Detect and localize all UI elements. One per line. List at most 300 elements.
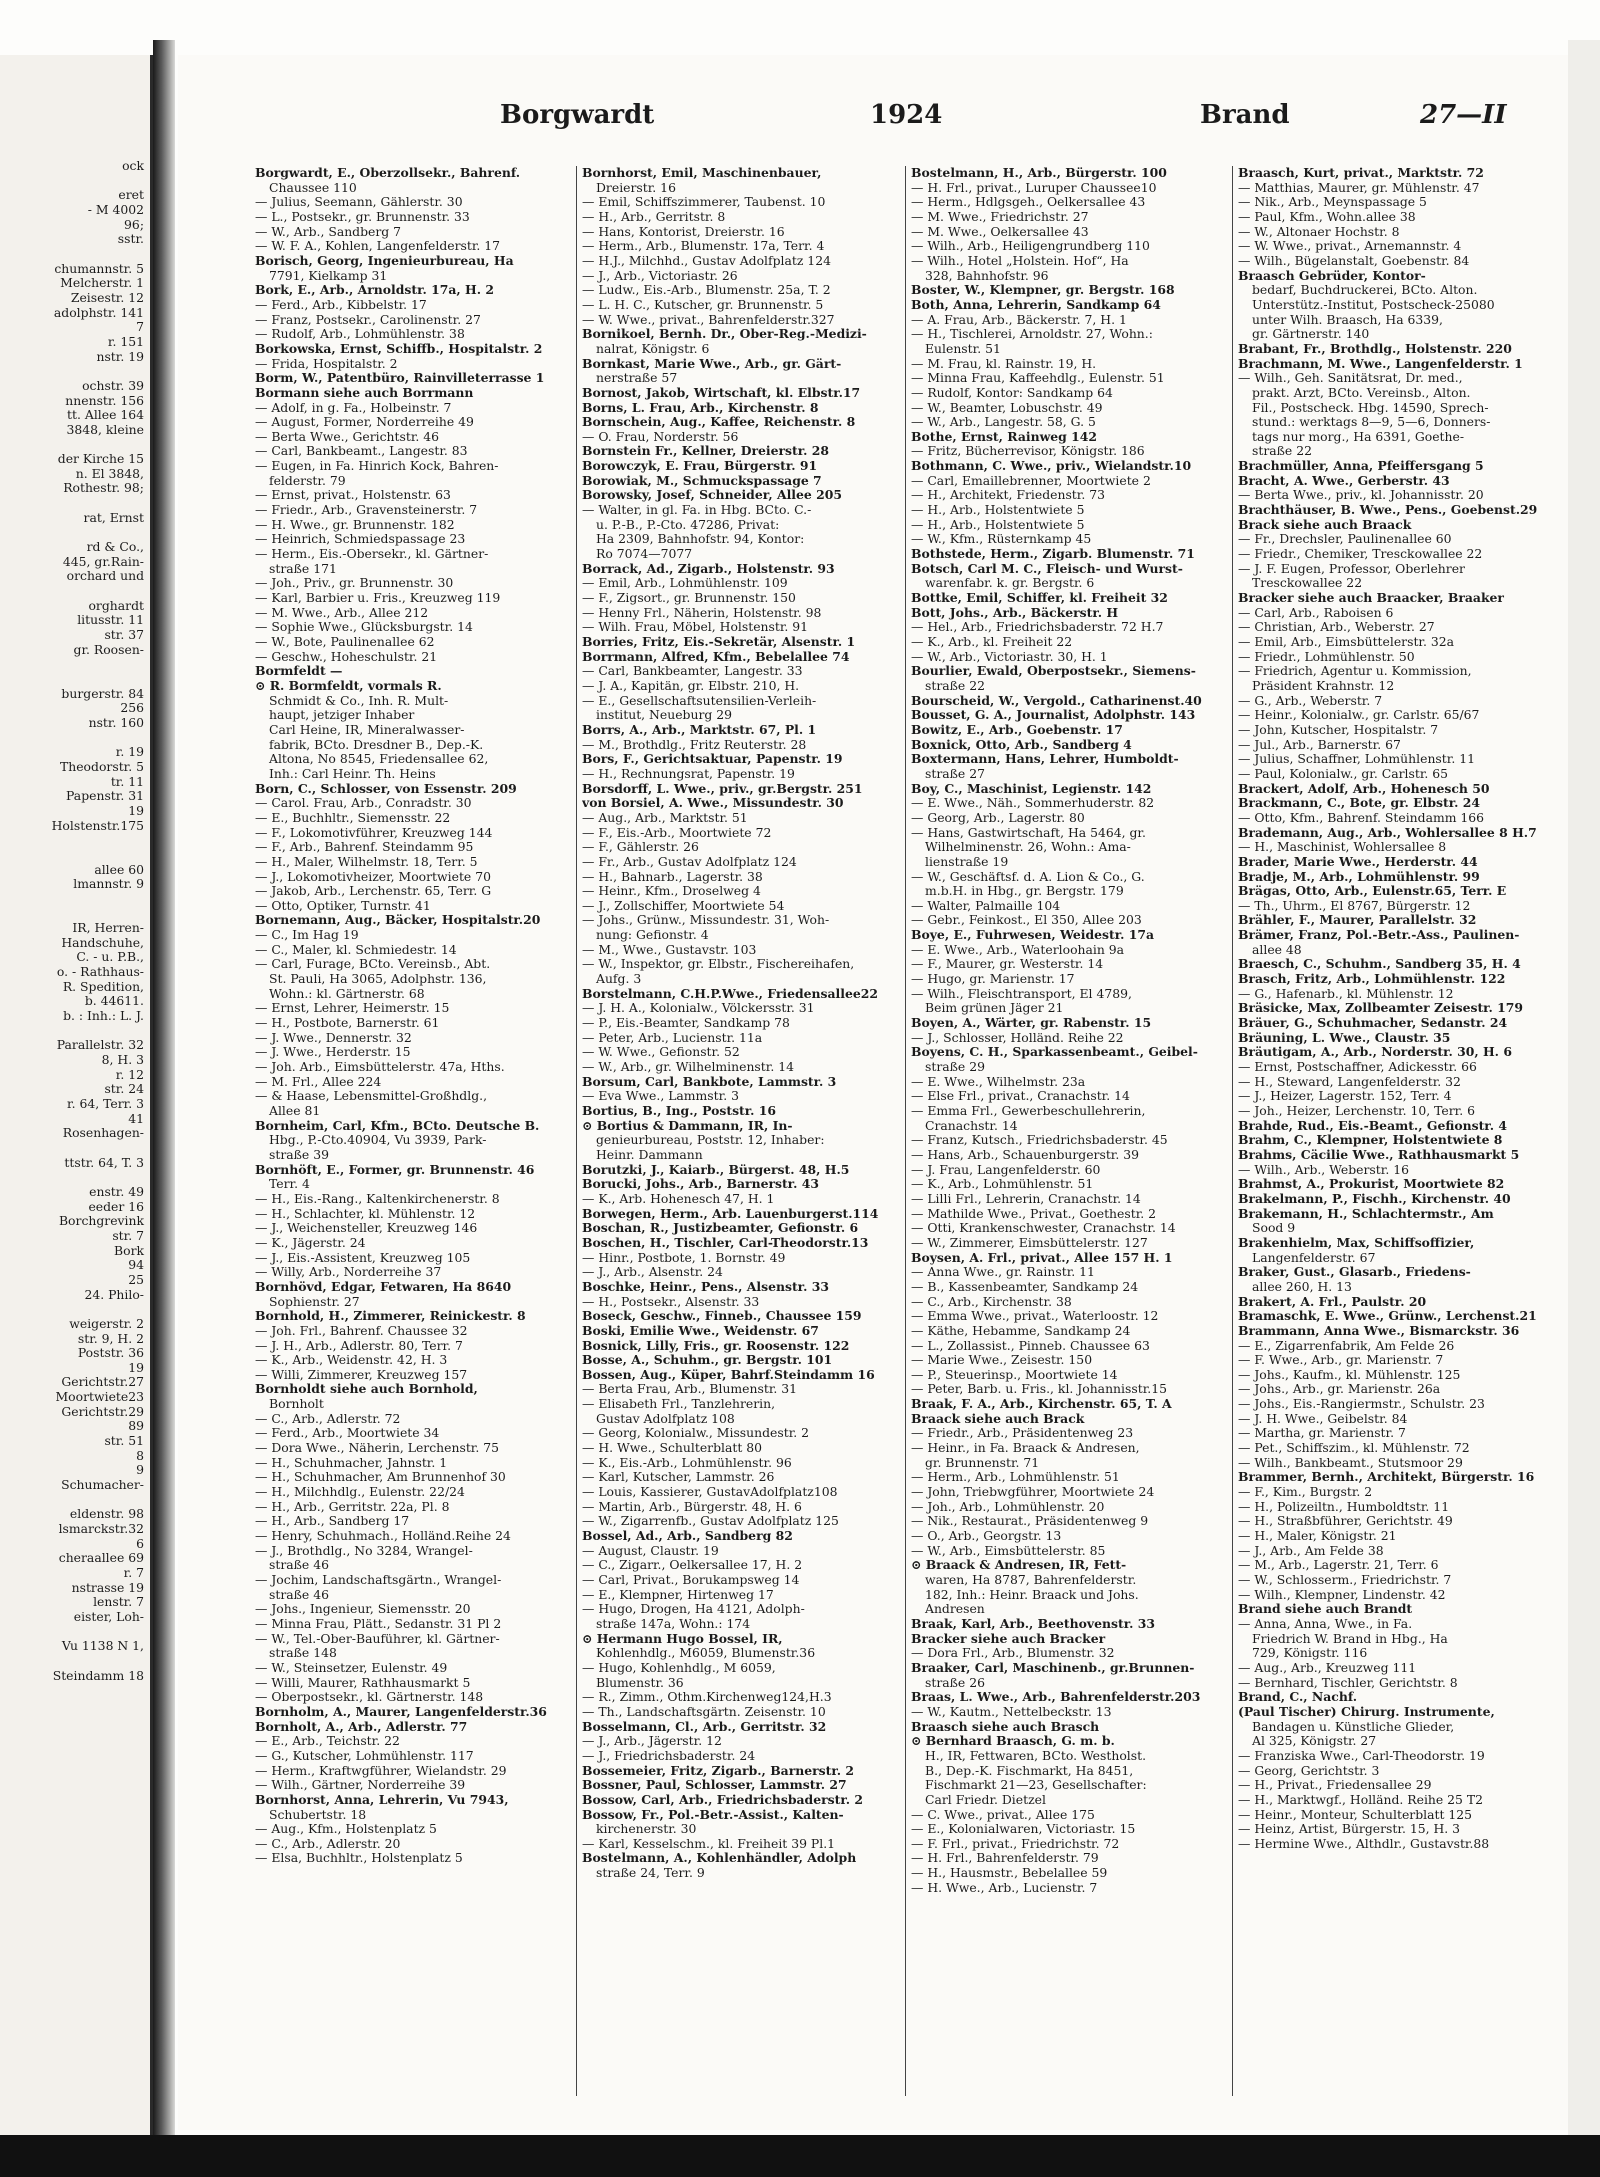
directory-entry: Bosse, A., Schuhm., gr. Bergstr. 101 [582,1352,833,1368]
directory-entry: tags nur morg., Ha 6391, Goethe- [1252,428,1465,444]
directory-entry: Eulenstr. 51 [925,340,1001,356]
strip-line: orchard und [66,568,144,584]
strip-line [52,906,144,921]
directory-entry: Beim grünen Jäger 21 [925,1000,1064,1016]
strip-line [52,892,144,907]
strip-line [52,1493,144,1508]
column-divider [1232,166,1233,2096]
directory-entry: — Wilh., Hotel „Holstein. Hof“, Ha [911,252,1129,268]
page-number: 27—II [1420,100,1507,130]
directory-entry: Bornhorst, Anna, Lehrerin, Vu 7943, [255,1791,509,1807]
directory-entry: Braasch Gebrüder, Kontor- [1238,267,1426,283]
directory-entry: — Heinr., Kolonialw., gr. Carlstr. 65/67 [1238,707,1480,723]
directory-entry: — W. Wwe., Gefionstr. 52 [582,1044,740,1060]
directory-entry: — J., Heizer, Lagerstr. 152, Terr. 4 [1238,1088,1452,1104]
directory-entry: Brakert, A. Frl., Paulstr. 20 [1238,1293,1427,1309]
directory-entry: H., IR, Fettwaren, BCto. Westholst. [925,1747,1147,1763]
directory-entry: Wilhelminenstr. 26, Wohn.: Ama- [925,839,1131,855]
directory-entry: — Martha, gr. Marienstr. 7 [1238,1425,1406,1441]
directory-entry: Präsident Krahnstr. 12 [1252,677,1395,693]
directory-entry: — J., Friedrichsbaderstr. 24 [582,1747,756,1763]
directory-entry: Bossemeier, Fritz, Zigarb., Barnerstr. 2 [582,1762,854,1778]
directory-entry: — Hans, Gastwirtschaft, Ha 5464, gr. [911,824,1146,840]
directory-entry: Bourlier, Ewald, Oberpostsekr., Siemens- [911,663,1196,679]
directory-entry: Boyens, C. H., Sparkassenbeamt., Geibel- [911,1044,1198,1060]
directory-entry: — Elisabeth Frl., Tanzlehrerin, [582,1396,776,1412]
directory-entry: — Aug., Kfm., Holstenplatz 5 [255,1821,437,1837]
directory-entry: Terr. 4 [269,1176,310,1192]
directory-entry: ⊙ R. Bormfeldt, vormals R. [255,677,442,693]
strip-line: burgerstr. 84 [61,685,144,701]
strip-line: Schumacher- [61,1477,144,1493]
directory-entry: 328, Bahnhofstr. 96 [925,267,1049,283]
directory-entry: — H., Hausmstr., Bebelallee 59 [911,1865,1108,1881]
directory-entry: — Frida, Hospitalstr. 2 [255,355,398,371]
strip-line [52,496,144,511]
directory-entry: — P., Steuerinsp., Moortwiete 14 [911,1366,1118,1382]
directory-entry: — Fritz, Bücherrevisor, Königstr. 186 [911,443,1145,459]
directory-entry: Fischmarkt 21—23, Gesellschafter: [925,1777,1147,1793]
directory-entry: — Berta Wwe., priv., kl. Johannisstr. 20 [1238,487,1484,503]
directory-entry: — J., Lokomotivheizer, Moortwiete 70 [255,868,491,884]
directory-entry: — K., Arb., Weidenstr. 42, H. 3 [255,1352,448,1368]
strip-line: nstr. 160 [88,714,144,730]
directory-entry: Bradje, M., Arb., Lohmühlenstr. 99 [1238,868,1480,884]
directory-entry: — Joh., Arb., Lohmühlenstr. 20 [911,1498,1105,1514]
directory-entry: — H., Schuhmacher, Am Brunnenhof 30 [255,1469,506,1485]
strip-line: orghardt [88,597,144,613]
directory-entry: Brähler, F., Maurer, Parallelstr. 32 [1238,912,1477,928]
directory-entry: straße 46 [269,1586,329,1602]
directory-entry: — Wilh. Frau, Möbel, Holstenstr. 91 [582,619,809,635]
directory-entry: Braak, F. A., Arb., Kirchenstr. 65, T. A [911,1396,1172,1412]
directory-entry: — O. Frau, Norderstr. 56 [582,428,739,444]
directory-entry: — Karl, Kesselschm., kl. Freiheit 39 Pl.1 [582,1835,836,1851]
directory-entry: — Jochim, Landschaftsgärtn., Wrangel- [255,1572,502,1587]
directory-entry: — Paul, Kolonialw., gr. Carlstr. 65 [1238,765,1449,781]
strip-line: r. 19 [115,744,144,760]
directory-entry: — Georg, Kolonialw., Missundestr. 2 [582,1425,810,1441]
directory-entry: Borsum, Carl, Bankbote, Lammstr. 3 [582,1073,837,1089]
directory-entry: — H., Arb., Gerritstr. 8 [582,208,726,224]
directory-entry: straße 171 [269,560,337,576]
directory-entry: — H., Bahnarb., Lagerstr. 38 [582,868,763,884]
directory-entry: — H., Milchhdlg., Eulenstr. 22/24 [255,1484,465,1500]
directory-entry: — G., Arb., Weberstr. 7 [1238,692,1383,708]
strip-line: eldenstr. 98 [69,1506,144,1522]
directory-entry: kirchenerstr. 30 [596,1821,697,1837]
directory-entry: Bräuning, L. Wwe., Claustr. 35 [1238,1029,1451,1045]
directory-entry: — M. Frau, kl. Rainstr. 19, H. [911,355,1097,371]
directory-entry: — Minna Frau, Plätt., Sedanstr. 31 Pl 2 [255,1615,502,1631]
directory-entry: Braack siehe auch Brack [911,1410,1085,1426]
strip-line: 25 [128,1271,144,1287]
strip-line: 24. Philo- [84,1286,144,1302]
strip-line: 256 [120,700,144,716]
directory-entry: — Dora Wwe., Näherin, Lerchenstr. 75 [255,1440,500,1456]
directory-entry: — Emma Wwe., privat., Waterloostr. 12 [911,1308,1159,1324]
directory-entry: — Friedr., Arb., Präsidentenweg 23 [911,1425,1134,1441]
directory-entry: Bostelmann, A., Kohlenhändler, Adolph [582,1850,857,1866]
strip-line: ock [122,158,144,173]
strip-line: Vu 1138 N 1, [61,1638,144,1654]
strip-line [52,364,144,379]
directory-entry: Brahm, C., Klempner, Holstentwiete 8 [1238,1132,1503,1148]
strip-line: Holstenstr.175 [51,817,144,833]
directory-entry: — R., Zimm., Othm.Kirchenweg124,H.3 [582,1689,832,1705]
directory-entry: Bornholdt siehe auch Bornhold, [255,1381,478,1397]
directory-entry: Altona, No 8545, Friedensallee 62, [269,751,489,767]
directory-entry: Braak, Karl, Arb., Beethovenstr. 33 [911,1615,1155,1631]
directory-entry: — Rudolf, Arb., Lohmühlenstr. 38 [255,326,465,342]
directory-entry: — Mathilde Wwe., Privat., Goethestr. 2 [911,1205,1157,1221]
directory-entry: — L. H. C., Kutscher, gr. Brunnenstr. 5 [582,296,824,312]
directory-entry: — August, Former, Norderreihe 49 [255,414,474,430]
directory-entry: — Anna, Anna, Wwe., in Fa. [1238,1615,1413,1631]
directory-entry: — Anna Wwe., gr. Rainstr. 11 [911,1264,1095,1280]
directory-entry: — Heinz, Artist, Bürgerstr. 15, H. 3 [1238,1821,1461,1837]
directory-entry: — Wilh., Bügelanstalt, Goebenstr. 84 [1238,252,1470,268]
directory-entry: — Carl, Arb., Raboisen 6 [1238,604,1394,620]
directory-entry: — Herm., Hdlgsgeh., Oelkersallee 43 [911,194,1146,210]
directory-entry: Bandagen u. Künstliche Glieder, [1252,1718,1455,1734]
directory-entry: — Emil, Arb., Lohmühlenstr. 109 [582,575,788,591]
directory-entry: Boye, E., Fuhrwesen, Weidestr. 17a [911,927,1155,943]
directory-entry: straße 22 [1252,443,1312,459]
strip-line: lmannstr. 9 [73,876,144,892]
directory-entry: — Heinr., Monteur, Schulterblatt 125 [1238,1806,1473,1822]
directory-entry: — C. Wwe., privat., Allee 175 [911,1806,1095,1822]
directory-entry: Boseck, Geschw., Finneb., Chaussee 159 [582,1308,862,1324]
directory-entry: Both, Anna, Lehrerin, Sandkamp 64 [911,296,1161,312]
strip-line: IR, Herren- [72,920,144,936]
directory-entry: — Martin, Arb., Bürgerstr. 48, H. 6 [582,1498,802,1514]
directory-entry: Ha 2309, Bahnhofstr. 94, Kontor: [596,531,805,547]
directory-entry: Boschke, Heinr., Pens., Alsenstr. 33 [582,1278,829,1294]
directory-entry: — Dora Frl., Arb., Blumenstr. 32 [911,1645,1115,1661]
strip-line: 89 [128,1418,144,1434]
directory-entry: — M., Brothdlg., Fritz Reuterstr. 28 [582,736,807,752]
directory-entry: — E. Wwe., Arb., Waterloohain 9a [911,941,1125,957]
directory-entry: — Marie Wwe., Zeisestr. 150 [911,1352,1093,1368]
directory-entry: u. P.-B., P.-Cto. 47286, Privat: [596,516,780,532]
directory-entry: — H., Arb., Gerritstr. 22a, Pl. 8 [255,1498,450,1514]
directory-entry: Bork, E., Arb., Arnoldstr. 17a, H. 2 [255,282,494,298]
directory-entry: — W., Geschäftsf. d. A. Lion & Co., G. [911,868,1145,884]
directory-entry: — H., Tischlerei, Arnoldstr. 27, Wohn.: [911,326,1153,342]
directory-entry: — Ernst, privat., Holstenstr. 63 [255,487,451,503]
directory-entry: — Emil, Arb., Eimsbüttelerstr. 32a [1238,634,1455,649]
directory-entry: — B., Kassenbeamter, Sandkamp 24 [911,1278,1139,1294]
directory-entry: Bormfeldt — [255,663,343,679]
directory-entry: — H. Frl., Bahrenfelderstr. 79 [911,1850,1099,1866]
strip-line: r. 64, Terr. 3 [67,1096,144,1111]
directory-entry: von Borsiel, A. Wwe., Missundestr. 30 [582,795,844,811]
directory-entry: — E., Kolonialwaren, Victoriastr. 15 [911,1821,1136,1837]
directory-entry: — L., Zollassist., Pinneb. Chaussee 63 [911,1337,1150,1353]
directory-entry: — Ernst, Postschaffner, Adickesstr. 66 [1238,1059,1477,1075]
directory-entry: — Adolf, in g. Fa., Holbeinstr. 7 [255,399,452,415]
directory-entry: — J., Weichensteller, Kreuzweg 146 [255,1220,478,1236]
directory-entry: Blumenstr. 36 [596,1674,684,1690]
directory-entry: — H., Eis.-Rang., Kaltenkirchenerstr. 8 [255,1190,500,1206]
strip-line: Gerichtstr.27 [61,1374,144,1390]
directory-entry: Bossow, Fr., Pol.-Betr.-Assist., Kalten- [582,1806,844,1822]
directory-entry: Cranachstr. 14 [925,1117,1018,1133]
directory-entry: — Hinr., Postbote, 1. Bornstr. 49 [582,1249,786,1265]
directory-entry: — Hugo, gr. Marienstr. 17 [911,971,1075,987]
strip-line: str. 51 [104,1433,144,1449]
directory-entry: — Wilh., Fleischtransport, El 4789, [911,985,1132,1001]
directory-entry: Brakelmann, P., Fischh., Kirchenstr. 40 [1238,1190,1511,1206]
directory-entry: — Lilli Frl., Lehrerin, Cranachstr. 14 [911,1190,1141,1206]
strip-line [52,174,144,189]
strip-line: 3848, kleine [66,421,144,437]
directory-entry: Al 325, Königstr. 27 [1252,1733,1377,1749]
strip-line: cheraallee 69 [58,1550,144,1566]
strip-line: str. 9, H. 2 [77,1330,144,1346]
directory-entry: — Th., Landschaftsgärtn. Zeisenstr. 10 [582,1703,826,1719]
directory-entry: Borwegen, Herm., Arb. Lauenburgerst.114 [582,1205,879,1221]
directory-entry: — F., Gählerstr. 26 [582,839,699,855]
directory-entry: straße 24, Terr. 9 [596,1865,705,1881]
directory-entry: — Johs., Eis.-Rangiermstr., Schulstr. 23 [1238,1396,1485,1412]
directory-entry: — J., Arb., Jägerstr. 12 [582,1733,722,1749]
directory-entry: Brasch, Fritz, Arb., Lohmühlenstr. 122 [1238,971,1506,987]
directory-entry: Dreierstr. 16 [596,179,676,195]
directory-entry: Botsch, Carl M. C., Fleisch- und Wurst- [911,560,1183,576]
directory-entry: Carl Heine, IR, Mineralwasser- [269,721,465,737]
directory-entry: — W., Bote, Paulinenallee 62 [255,634,435,649]
strip-line: r. 7 [123,1565,144,1580]
directory-entry: — Wilh., Geh. Sanitätsrat, Dr. med., [1238,370,1463,386]
directory-entry: — Jakob, Arb., Lerchenstr. 65, Terr. G [255,883,492,899]
directory-entry: — H., Arb., Holstentwiete 5 [911,516,1085,532]
directory-entry: — J. Wwe., Dennerstr. 32 [255,1029,412,1045]
directory-entry: — E. Wwe., Näh., Sommerhuderstr. 82 [911,795,1155,811]
directory-entry: m.b.H. in Hbg., gr. Bergstr. 179 [925,883,1124,899]
directory-entry: — John, Triebwgführer, Moortwiete 24 [911,1484,1155,1500]
directory-entry: Bortius, B., Ing., Poststr. 16 [582,1103,777,1118]
directory-entry: — Hans, Arb., Schauenburgerstr. 39 [911,1146,1140,1162]
directory-entry: genieurbureau, Poststr. 12, Inhaber: [596,1132,825,1148]
previous-page-fragment [0,55,153,2135]
directory-entry: Inh.: Carl Heinr. Th. Heins [269,765,436,781]
directory-entry: Borrs, A., Arb., Marktstr. 67, Pl. 1 [582,721,817,737]
column-3 [911,166,1229,1895]
directory-entry: — Emma Frl., Gewerbeschullehrerin, [911,1103,1146,1118]
directory-entry: — Karl, Barbier u. Fris., Kreuzweg 119 [255,590,501,606]
directory-entry: ⊙ Bernhard Braasch, G. m. b. [911,1733,1115,1749]
directory-entry: Bornkast, Marie Wwe., Arb., gr. Gärt- [582,355,842,371]
directory-entry: — Carl, Emaillebrenner, Moortwiete 2 [911,472,1151,488]
directory-entry: waren, Ha 8787, Bahrenfelderstr. [925,1572,1137,1587]
directory-entry: Boschen, H., Tischler, Carl-Theodorstr.13 [582,1234,869,1250]
directory-entry: — F., Kim., Burgstr. 2 [1238,1484,1373,1500]
directory-entry: — W., Inspektor, gr. Elbstr., Fischereihafen, [582,956,855,972]
directory-entry: Bourscheid, W., Vergold., Catharinenst.40 [911,692,1202,708]
strip-line: chumannstr. 5 [54,260,144,276]
directory-entry: Bornstein Fr., Kellner, Dreierstr. 28 [582,443,829,459]
directory-entry: Borowczyk, E. Frau, Bürgerstr. 91 [582,458,818,474]
directory-entry: Bossow, Carl, Arb., Friedrichsbaderstr. 2 [582,1791,863,1807]
strip-line: 7 [136,319,144,335]
directory-entry: — Elsa, Buchhltr., Holstenplatz 5 [255,1850,463,1866]
directory-entry: — W., Tel.-Ober-Bauführer, kl. Gärtner- [255,1630,500,1646]
directory-entry: allee 260, H. 13 [1252,1278,1352,1294]
strip-line [52,1024,144,1039]
strip-line: Gerichtstr.29 [61,1403,144,1419]
strip-line: r. 151 [107,333,144,349]
directory-entry: — Friedr., Lohmühlenstr. 50 [1238,648,1415,664]
directory-entry: — W., Beamter, Lobuschstr. 49 [911,399,1103,415]
directory-entry: — W., Arb., Victoriastr. 30, H. 1 [911,648,1108,664]
directory-entry: felderstr. 79 [269,472,346,488]
directory-entry: Brack siehe auch Braack [1238,516,1412,532]
directory-entry: — Ferd., Arb., Moortwiete 34 [255,1425,440,1441]
directory-entry: Borstelmann, C.H.P.Wwe., Friedensallee22 [582,985,878,1001]
directory-entry: — W., Arb., Langestr. 58, G. 5 [911,414,1096,430]
strip-line: ttstr. 64, T. 3 [64,1154,144,1170]
directory-entry: — C., Maler, kl. Schmiedestr. 14 [255,941,457,957]
directory-entry: — Hugo, Kohlenhdlg., M 6059, [582,1659,776,1675]
directory-entry: Boy, C., Maschinist, Legienstr. 142 [911,780,1152,796]
strip-line [52,1625,144,1640]
directory-entry: Bornholt [269,1396,324,1412]
directory-entry: — Paul, Kfm., Wohn.allee 38 [1238,208,1416,224]
directory-entry: — J., Arb., Victoriastr. 26 [582,267,738,283]
directory-entry: Borowiak, M., Schmuckspassage 7 [582,472,822,488]
directory-entry: (Paul Tischer) Chirurg. Instrumente, [1238,1703,1495,1719]
directory-entry: Braaker, Carl, Maschinenb., gr.Brunnen- [911,1659,1195,1675]
strip-line: rd & Co., [86,539,144,555]
directory-entry: — Herm., Kraftwgführer, Wielandstr. 29 [255,1762,507,1778]
directory-entry: — E., Arb., Teichstr. 22 [255,1733,400,1749]
directory-entry: — Peter, Arb., Lucienstr. 11a [582,1029,763,1045]
directory-entry: Bornhövd, Edgar, Fetwaren, Ha 8640 [255,1278,512,1294]
strip-line: sstr. [117,231,144,247]
strip-line: 19 [128,1359,144,1375]
directory-entry: — Heinr., Kfm., Droselweg 4 [582,883,761,899]
directory-entry: — M. Wwe., Arb., Allee 212 [255,604,429,620]
directory-entry: Brackert, Adolf, Arb., Hohenesch 50 [1238,780,1490,796]
directory-entry: — E., Buchhltr., Siemensstr. 22 [255,809,451,825]
strip-line: Borchgrevink [58,1213,144,1229]
directory-entry: — Carl, Bankbeamt., Langestr. 83 [255,443,468,459]
directory-entry: — J., Zollschiffer, Moortwiete 54 [582,897,785,913]
directory-entry: — Ernst, Lehrer, Heimerstr. 15 [255,1000,450,1016]
directory-entry: — H., Maler, Königstr. 21 [1238,1528,1397,1544]
strip-line: str. 7 [112,1227,144,1243]
directory-entry: — Joh., Priv., gr. Brunnenstr. 30 [255,575,454,591]
directory-entry: Borns, L. Frau, Arb., Kirchenstr. 8 [582,399,819,415]
directory-entry: Brahms, Cäcilie Wwe., Rathhausmarkt 5 [1238,1146,1520,1162]
directory-entry: — H., Schuhmacher, Jahnstr. 1 [255,1454,448,1470]
directory-entry: — K., Arb., kl. Freiheit 22 [911,634,1073,649]
strip-line: nstrasse 19 [71,1579,144,1595]
directory-entry: — H., Schlachter, kl. Mühlenstr. 12 [255,1205,476,1221]
directory-entry: Braasch, Kurt, privat., Marktstr. 72 [1238,166,1484,180]
directory-entry: lienstraße 19 [925,853,1009,869]
directory-entry: — H., Maschinist, Wohlersallee 8 [1238,839,1447,855]
directory-entry: Boyen, A., Wärter, gr. Rabenstr. 15 [911,1015,1152,1031]
directory-entry: — K., Arb. Hohenesch 47, H. 1 [582,1190,775,1206]
directory-entry: — Herm., Arb., Blumenstr. 17a, Terr. 4 [582,238,825,254]
directory-entry: Chaussee 110 [269,179,357,195]
directory-entry: — Sophie Wwe., Glücksburgstr. 14 [255,619,473,635]
directory-entry: — Louis, Kassierer, GustavAdolfplatz108 [582,1484,838,1500]
strip-line [52,672,144,687]
strip-line: b. 44611. [84,993,144,1009]
directory-entry: — Carol. Frau, Arb., Conradstr. 30 [255,795,472,811]
directory-entry: B., Dep.-K. Fischmarkt, Ha 8451, [925,1762,1134,1778]
directory-entry: warenfabr. k. gr. Bergstr. 6 [925,575,1095,591]
directory-entry: — H.J., Milchhd., Gustav Adolfplatz 124 [582,252,831,268]
directory-entry: bedarf, Buchdruckerei, BCto. Alton. [1252,282,1478,298]
strip-line [52,848,144,863]
strip-line: adolphstr. 141 [53,304,144,320]
strip-line: tr. 11 [110,773,144,789]
directory-entry: Bormann siehe auch Borrmann [255,384,474,400]
directory-entry: — W., Kautm., Nettelbeckstr. 13 [911,1703,1112,1719]
directory-entry: prakt. Arzt, BCto. Vereinsb., Alton. [1252,384,1471,400]
directory-entry: — & Haase, Lebensmittel-Großhdlg., [255,1088,488,1104]
directory-entry: Bracker siehe auch Bracker [911,1630,1106,1646]
directory-entry: — J. Wwe., Herderstr. 15 [255,1044,411,1060]
directory-entry: gr. Gärtnerstr. 140 [1252,326,1370,342]
directory-entry: — August, Claustr. 19 [582,1542,719,1558]
directory-entry: Gustav Adolfplatz 108 [596,1410,735,1426]
directory-entry: — J. H., Arb., Adlerstr. 80, Terr. 7 [255,1337,463,1353]
directory-entry: — John, Kutscher, Hospitalstr. 7 [1238,721,1439,737]
directory-entry: Brakemann, H., Schlachtermstr., Am [1238,1205,1494,1221]
directory-entry: — J., Schlosser, Holländ. Reihe 22 [911,1029,1124,1045]
directory-entry: — Emil, Schiffszimmerer, Taubenst. 10 [582,194,826,210]
directory-entry: stund.: werktags 8—9, 5—6, Donners- [1252,414,1491,430]
directory-entry: — W., Arb., Eimsbüttelerstr. 85 [911,1542,1106,1558]
directory-entry: — F. Wwe., Arb., gr. Marienstr. 7 [1238,1352,1444,1368]
directory-entry: — J., Brothdlg., No 3284, Wrangel- [255,1542,473,1558]
directory-entry: — Fr., Drechsler, Paulinenallee 60 [1238,531,1452,547]
directory-entry: Borrmann, Alfred, Kfm., Bebelallee 74 [582,648,850,664]
directory-entry: Bornost, Jakob, Wirtschaft, kl. Elbstr.17 [582,384,861,400]
directory-entry: — W. F. A., Kohlen, Langenfelderstr. 17 [255,238,501,254]
directory-entry: — W., Zigarrenfb., Gustav Adolfplatz 125 [582,1513,839,1529]
strip-line: Steindamm 18 [52,1667,144,1683]
directory-entry: — W., Altonaer Hochstr. 8 [1238,223,1400,239]
directory-entry: Braesch, C., Schuhm., Sandberg 35, H. 4 [1238,956,1521,972]
directory-entry: — Rudolf, Kontor: Sandkamp 64 [911,384,1113,400]
directory-entry: — Else Frl., privat., Cranachstr. 14 [911,1088,1130,1104]
directory-entry: — M. Frl., Allee 224 [255,1073,382,1089]
directory-entry: — Hans, Kontorist, Dreierstr. 16 [582,223,785,239]
directory-entry: Bornhorst, Emil, Maschinenbauer, [582,166,822,180]
directory-entry: — M. Wwe., Oelkersallee 43 [911,223,1089,239]
directory-entry: — E. Wwe., Wilhelmstr. 23a [911,1073,1086,1089]
strip-line: nstr. 19 [96,348,144,364]
directory-entry: — Jul., Arb., Barnerstr. 67 [1238,736,1401,752]
directory-entry: — Franz, Postsekr., Carolinenstr. 27 [255,311,481,327]
directory-entry: Bostelmann, H., Arb., Bürgerstr. 100 [911,166,1167,180]
directory-entry: — W., Arb., Sandberg 7 [255,223,402,239]
directory-entry: Brand siehe auch Brandt [1238,1601,1413,1617]
directory-entry: Braas, L. Wwe., Arb., Bahrenfelderstr.203 [911,1689,1201,1705]
directory-entry: gr. Brunnenstr. 71 [925,1454,1040,1470]
directory-entry: — Aug., Arb., Kreuzweg 111 [1238,1659,1417,1675]
directory-entry: nerstraße 57 [596,370,678,386]
strip-line [52,1302,144,1317]
directory-entry: — Walter, Palmaille 104 [911,897,1061,913]
